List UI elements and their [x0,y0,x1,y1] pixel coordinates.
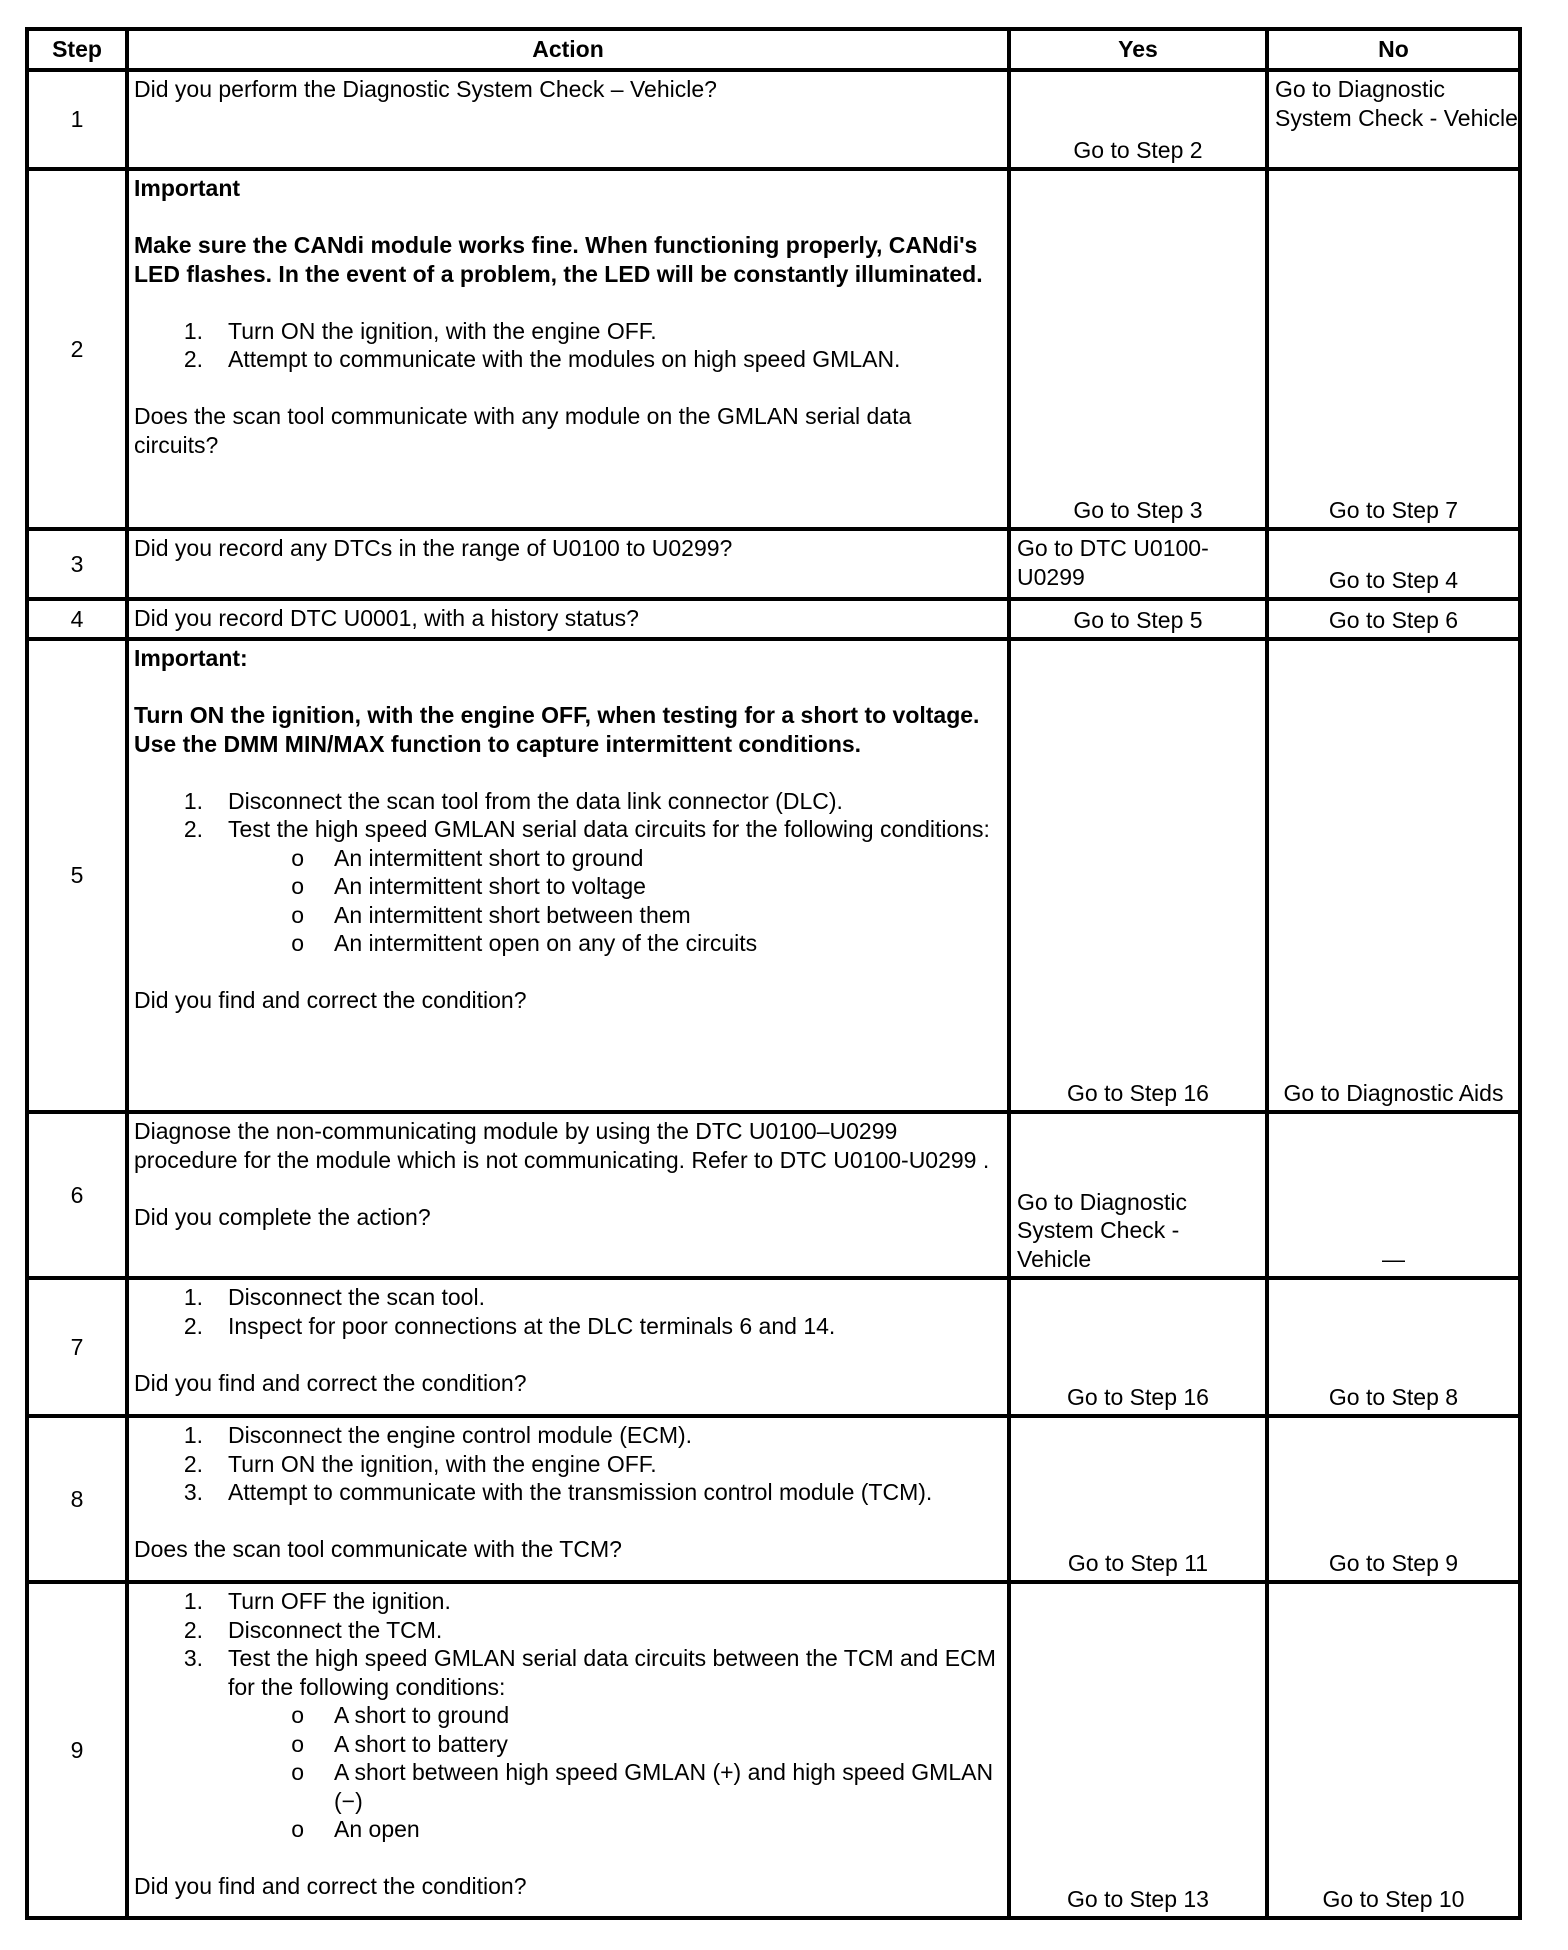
sub-list-item: o An open [291,1816,420,1842]
no-cell: Go to Step 10 [1267,1582,1520,1918]
action-text: Diagnose the non-communicating module by using the DTC U0100–U0299 procedure for the module which is not communicating. Refer to DTC U0100-U0299 . [134,1118,990,1173]
important-title: Important [134,175,241,201]
yes-cell: Go to Step 11 [1009,1416,1267,1582]
table-row [27,169,1520,529]
list-item: 1. Turn ON the ignition, with the engine OFF. [183,317,657,344]
table-row [27,529,1520,599]
yes-cell: Go to Diagnostic System Check - Vehicle [1009,1112,1267,1278]
action-question: Did you record DTC U0001, with a history status? [134,605,639,631]
no-cell: Go to Diagnostic System Check - Vehicle [1267,70,1520,169]
action-question: Did you find and correct the condition? [134,1873,527,1899]
header-step: Step [27,29,127,70]
sub-list-item: o A short between high speed GMLAN (+) and high speed GMLAN (−) [291,1759,994,1814]
action-cell [127,529,1009,599]
no-cell: Go to Step 8 [1267,1278,1520,1416]
yes-cell: Go to Step 3 [1009,169,1267,529]
table-row [27,639,1520,1112]
sub-list-item: o A short to ground [291,1702,510,1728]
action-cell [127,599,1009,639]
action-cell [127,169,1009,529]
header-row [27,29,1520,70]
no-cell: Go to Step 6 [1267,599,1520,639]
table-row [27,1416,1520,1582]
action-question: Did you record any DTCs in the range of U0100 to U0299? [134,535,733,561]
table-row [27,1278,1520,1416]
yes-cell: Go to Step 16 [1009,639,1267,1112]
yes-cell: Go to DTC U0100-U0299 [1009,529,1267,599]
sub-list-item: o An intermittent open on any of the circuits [291,930,758,956]
yes-cell: Go to Step 13 [1009,1582,1267,1918]
list-item: 2. Turn ON the ignition, with the engine OFF. [183,1450,657,1477]
step-number: 4 [27,599,127,639]
yes-cell: Go to Step 16 [1009,1278,1267,1416]
header-no: No [1267,29,1520,70]
action-question: Does the scan tool communicate with any module on the GMLAN serial data circuits? [134,403,912,458]
action-cell [127,639,1009,1112]
list-item: 2. Inspect for poor connections at the DLC terminals 6 and 14. [183,1312,836,1339]
important-note: Turn ON the ignition, with the engine OFF, when testing for a short to voltage. Use the DMM MIN/MAX function to capture intermittent conditions. [134,702,980,757]
list-item: 3. Test the high speed GMLAN serial data circuits between the TCM and ECM for the following conditions: [183,1645,996,1700]
step-number: 2 [27,169,127,529]
list-item: 2. Attempt to communicate with the modules on high speed GMLAN. [183,346,901,372]
list-item: 1. Disconnect the engine control module (ECM). [183,1422,693,1448]
header-action: Action [127,29,1009,70]
list-item: 1. Turn OFF the ignition. [183,1588,451,1614]
sub-list-item: o A short to battery [291,1730,508,1757]
step-number: 1 [27,70,127,169]
important-note: Make sure the CANdi module works fine. When functioning properly, CANdi's LED flashes. In the event of a problem, the LED will be constantly illuminated. [134,232,983,287]
sub-list-item: o An intermittent short between them [291,901,691,928]
action-question: Did you complete the action? [134,1203,431,1230]
list-item: 1. Disconnect the scan tool from the data link connector (DLC). [183,787,843,814]
action-question: Did you find and correct the condition? [134,987,527,1013]
sub-list-item: o An intermittent short to ground [291,844,644,871]
action-cell [127,70,1009,169]
header-yes: Yes [1009,29,1267,70]
action-cell [127,1278,1009,1416]
table-row [27,70,1520,169]
action-cell [127,1582,1009,1918]
step-number: 7 [27,1278,127,1416]
no-cell: — [1267,1112,1520,1278]
action-question: Did you find and correct the condition? [134,1369,527,1396]
step-number: 3 [27,529,127,599]
table-row [27,1112,1520,1278]
list-item: 3. Attempt to communicate with the transmission control module (TCM). [183,1479,933,1505]
important-title: Important: [134,645,248,671]
yes-cell: Go to Step 5 [1009,599,1267,639]
action-question: Did you perform the Diagnostic System Check – Vehicle? [134,76,717,102]
diagnostic-document [25,27,1522,1920]
step-number: 9 [27,1582,127,1918]
no-cell: Go to Step 9 [1267,1416,1520,1582]
action-cell [127,1112,1009,1278]
action-cell [127,1416,1009,1582]
table-row [27,1582,1520,1918]
list-item: 2. Disconnect the TCM. [183,1616,443,1643]
action-question: Does the scan tool communicate with the TCM? [134,1536,622,1562]
step-number: 6 [27,1112,127,1278]
yes-cell: Go to Step 2 [1009,70,1267,169]
list-item: 1. Disconnect the scan tool. [183,1284,485,1310]
step-number: 5 [27,639,127,1112]
no-cell: Go to Step 4 [1267,529,1520,599]
diagnostic-table [25,27,1522,1920]
step-number: 8 [27,1416,127,1582]
no-cell: Go to Diagnostic Aids [1267,639,1520,1112]
no-cell: Go to Step 7 [1267,169,1520,529]
sub-list-item: o An intermittent short to voltage [291,873,646,899]
table-row [27,599,1520,639]
list-item: 2. Test the high speed GMLAN serial data circuits for the following conditions: [183,816,990,842]
